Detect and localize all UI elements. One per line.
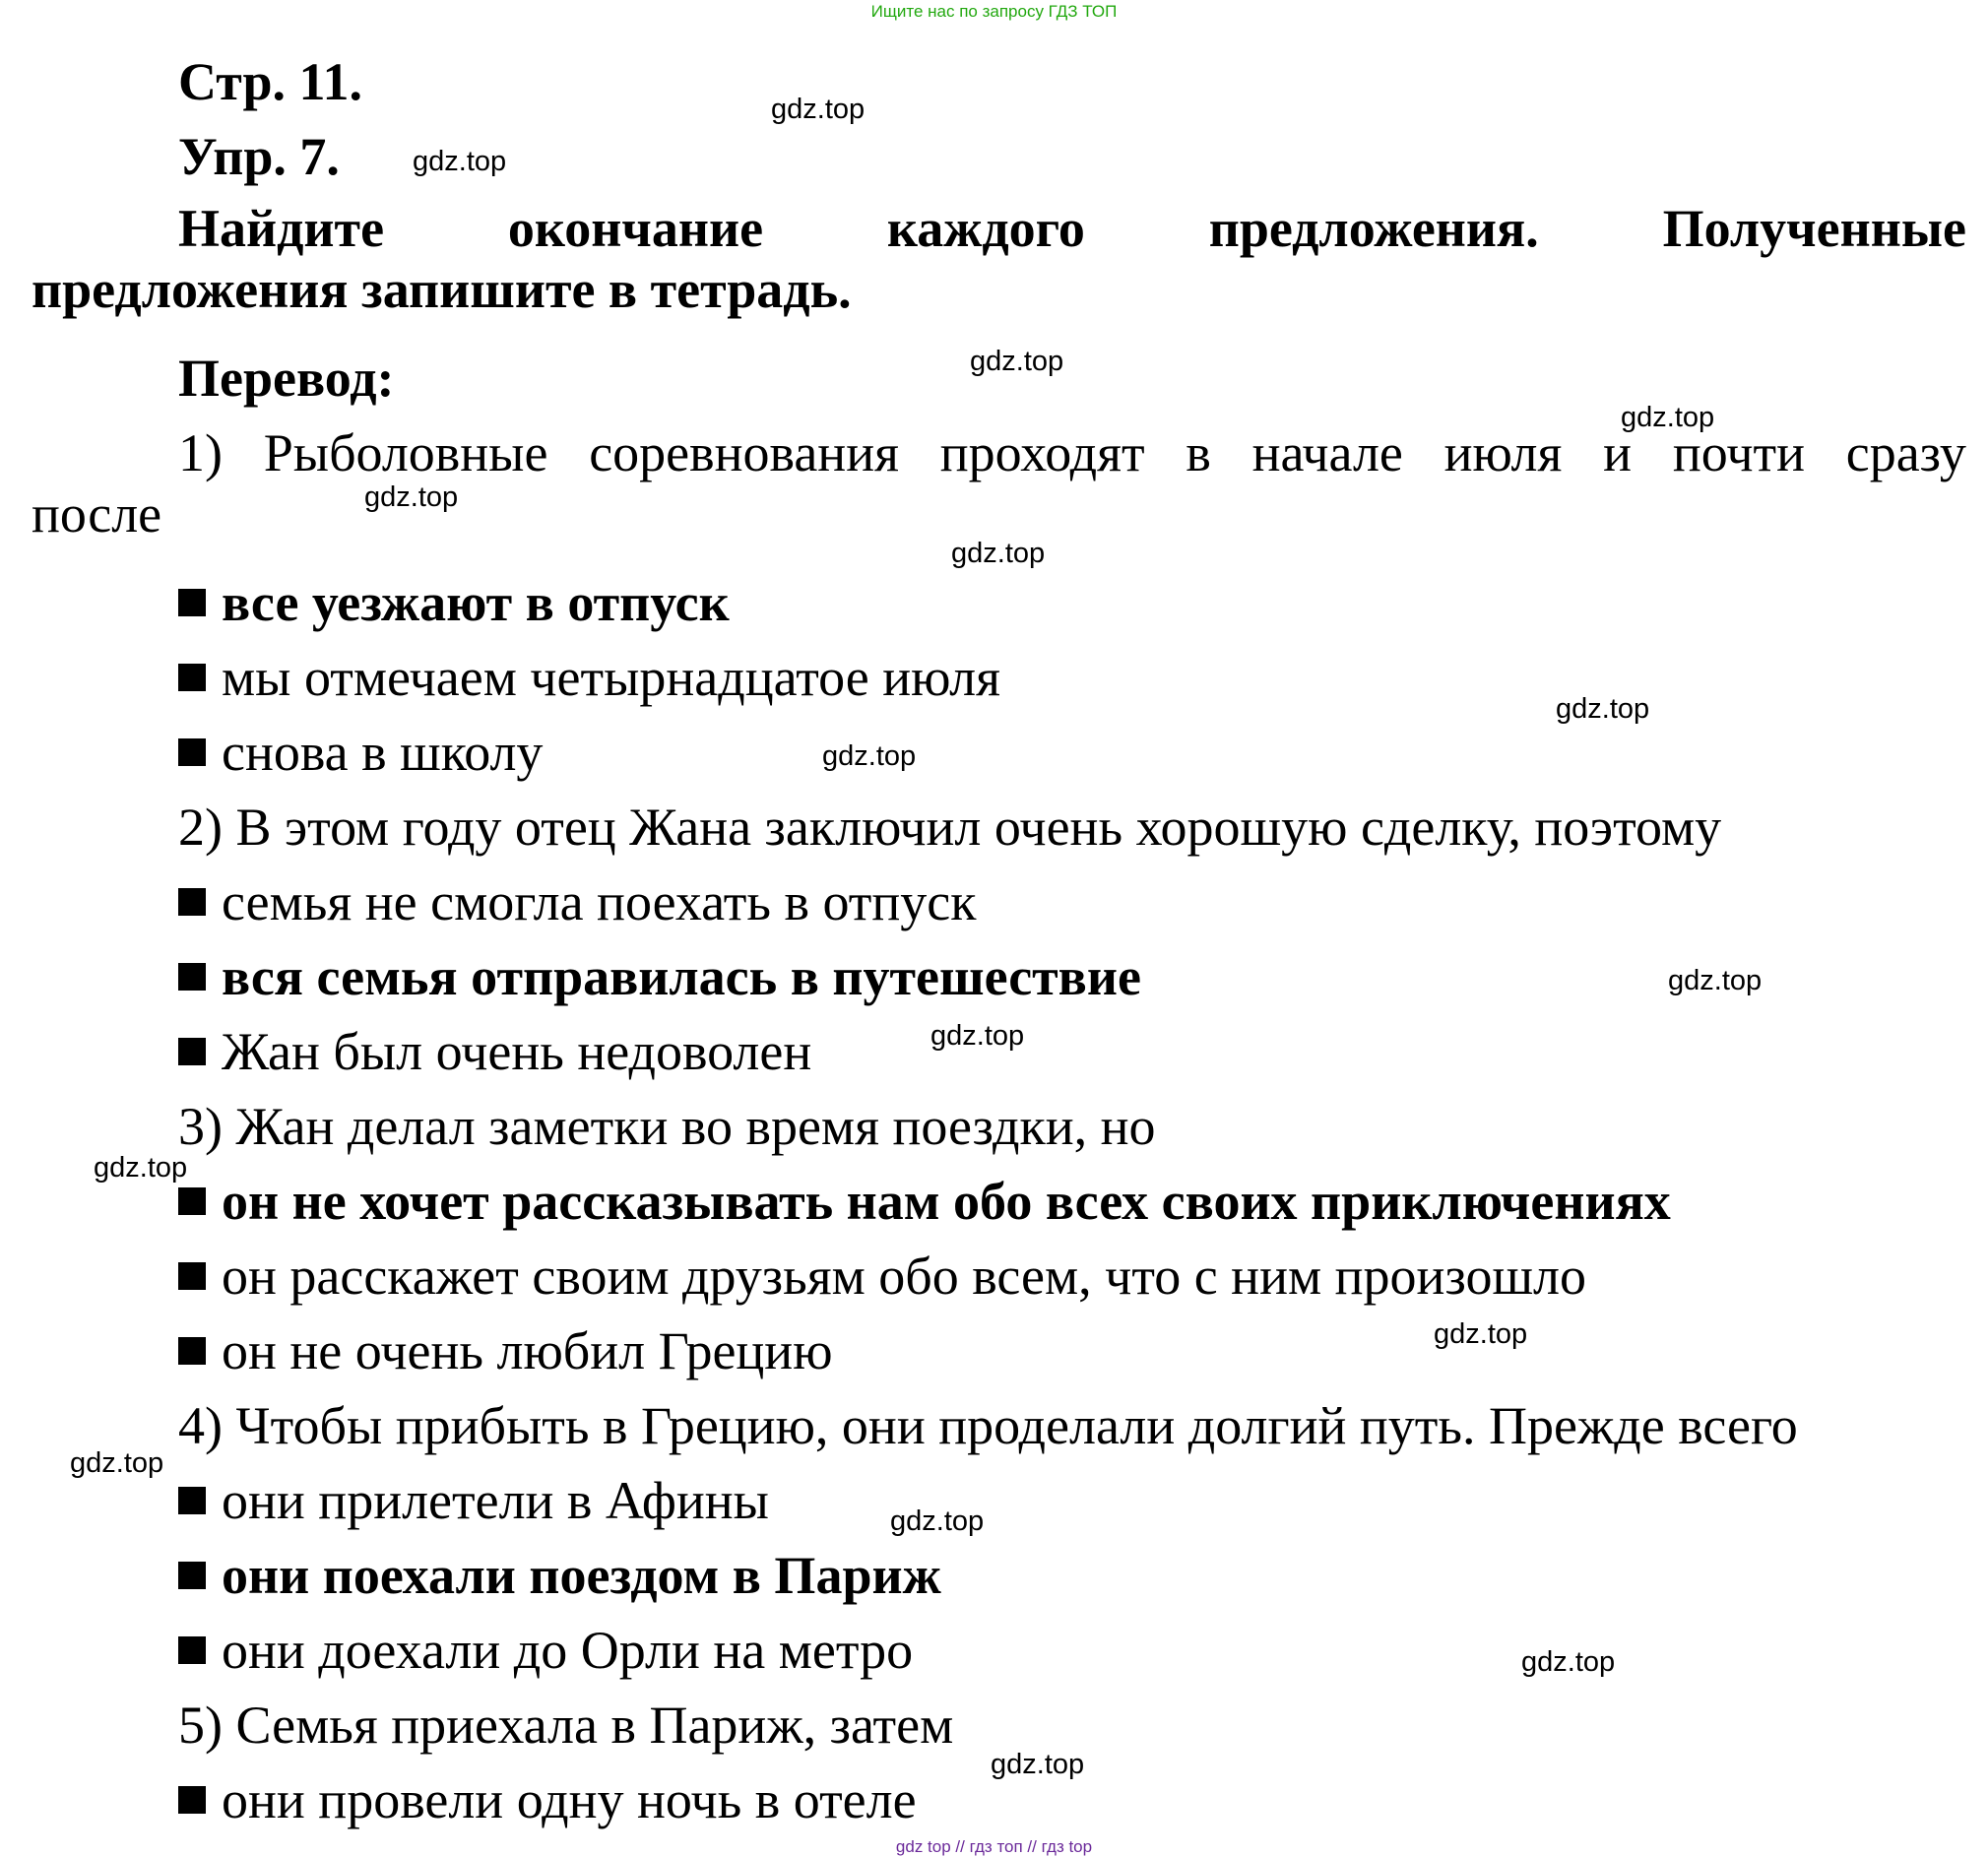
question-5: 5) Семья приехала в Париж, затем [178, 1696, 954, 1755]
square-bullet-icon [178, 1038, 206, 1065]
watermark: gdz.top [951, 538, 1046, 569]
q1-word: проходят [939, 423, 1145, 482]
square-bullet-icon [178, 1786, 206, 1814]
option-q4-b: они поехали поездом в Париж [178, 1545, 941, 1606]
footer: gdz top // гдз топ // гдз top [895, 1837, 1093, 1856]
square-bullet-icon [178, 1187, 206, 1215]
option-q1-b: мы отмечаем четырнадцатое июля [178, 647, 1000, 708]
option-q2-a: семья не смогла поехать в отпуск [178, 871, 976, 932]
option-q2-b: вся семья отправилась в путешествие [178, 946, 1141, 1007]
watermark: gdz.top [930, 1020, 1025, 1052]
task-word: Найдите [178, 199, 385, 258]
page-number: Стр. 11. [178, 52, 363, 111]
square-bullet-icon [178, 1262, 206, 1290]
q1-line-2: после [32, 484, 162, 544]
watermark: gdz.top [822, 740, 917, 772]
question-2: 2) В этом году отец Жана заключил очень хорошую сделку, поэтому [178, 798, 1722, 857]
option-q1-c: снова в школу [178, 722, 543, 783]
watermark: gdz.top [991, 1749, 1085, 1780]
q1-word: соревнования [589, 423, 899, 482]
question-1 [32, 422, 1966, 544]
option-q3-b: он расскажет своим друзьям обо всем, что с ним произошло [178, 1246, 1586, 1307]
watermark: gdz.top [1668, 965, 1763, 996]
watermark: gdz.top [771, 94, 866, 125]
q1-word: Рыболовные [263, 423, 548, 482]
option-q5-a: они провели одну ночь в отеле [178, 1769, 917, 1830]
option-q4-c: они доехали до Орли на метро [178, 1620, 913, 1681]
q1-word: июля [1443, 423, 1563, 482]
watermark: gdz.top [364, 481, 459, 513]
task-word: окончание [507, 199, 764, 258]
option-q2-c: Жан был очень недоволен [178, 1021, 811, 1082]
option-q1-a: все уезжают в отпуск [178, 572, 730, 633]
watermark: gdz.top [94, 1152, 188, 1184]
option-q3-a: он не хочет рассказывать нам обо всех своих приключениях [178, 1171, 1671, 1232]
watermark: gdz.top [970, 346, 1064, 377]
task-word: каждого [886, 199, 1085, 258]
task-text [32, 198, 1966, 320]
square-bullet-icon [178, 1562, 206, 1589]
task-line-2: предложения запишите в тетрадь. [32, 260, 852, 319]
square-bullet-icon [178, 963, 206, 991]
option-q3-c: он не очень любил Грецию [178, 1320, 833, 1381]
watermark: gdz.top [413, 146, 507, 177]
exercise-number: Упр. 7. [178, 127, 340, 186]
square-bullet-icon [178, 738, 206, 766]
task-word: Полученные [1662, 199, 1966, 258]
watermark: gdz.top [1556, 693, 1650, 725]
q1-word: сразу [1845, 423, 1966, 482]
square-bullet-icon [178, 589, 206, 616]
watermark: gdz.top [1434, 1318, 1528, 1350]
watermark: gdz.top [1521, 1646, 1616, 1678]
q1-word: 1) [178, 423, 223, 482]
watermark: gdz.top [1621, 402, 1715, 433]
watermark: gdz.top [70, 1447, 164, 1479]
translation-label: Перевод: [178, 349, 395, 408]
square-bullet-icon [178, 664, 206, 691]
square-bullet-icon [178, 1337, 206, 1365]
question-3: 3) Жан делал заметки во время поездки, но [178, 1097, 1156, 1156]
square-bullet-icon [178, 888, 206, 916]
q1-word: и [1603, 423, 1633, 482]
square-bullet-icon [178, 1636, 206, 1664]
top-note: Ищите нас по запросу ГДЗ ТОП [870, 2, 1118, 21]
q1-word: в [1186, 423, 1211, 482]
watermark: gdz.top [890, 1505, 985, 1537]
option-q4-a: они прилетели в Афины [178, 1470, 769, 1531]
task-word: предложения. [1208, 199, 1539, 258]
question-4: 4) Чтобы прибыть в Грецию, они проделали долгий путь. Прежде всего [178, 1396, 1798, 1455]
square-bullet-icon [178, 1487, 206, 1514]
q1-word: начале [1251, 423, 1403, 482]
q1-word: почти [1672, 423, 1805, 482]
